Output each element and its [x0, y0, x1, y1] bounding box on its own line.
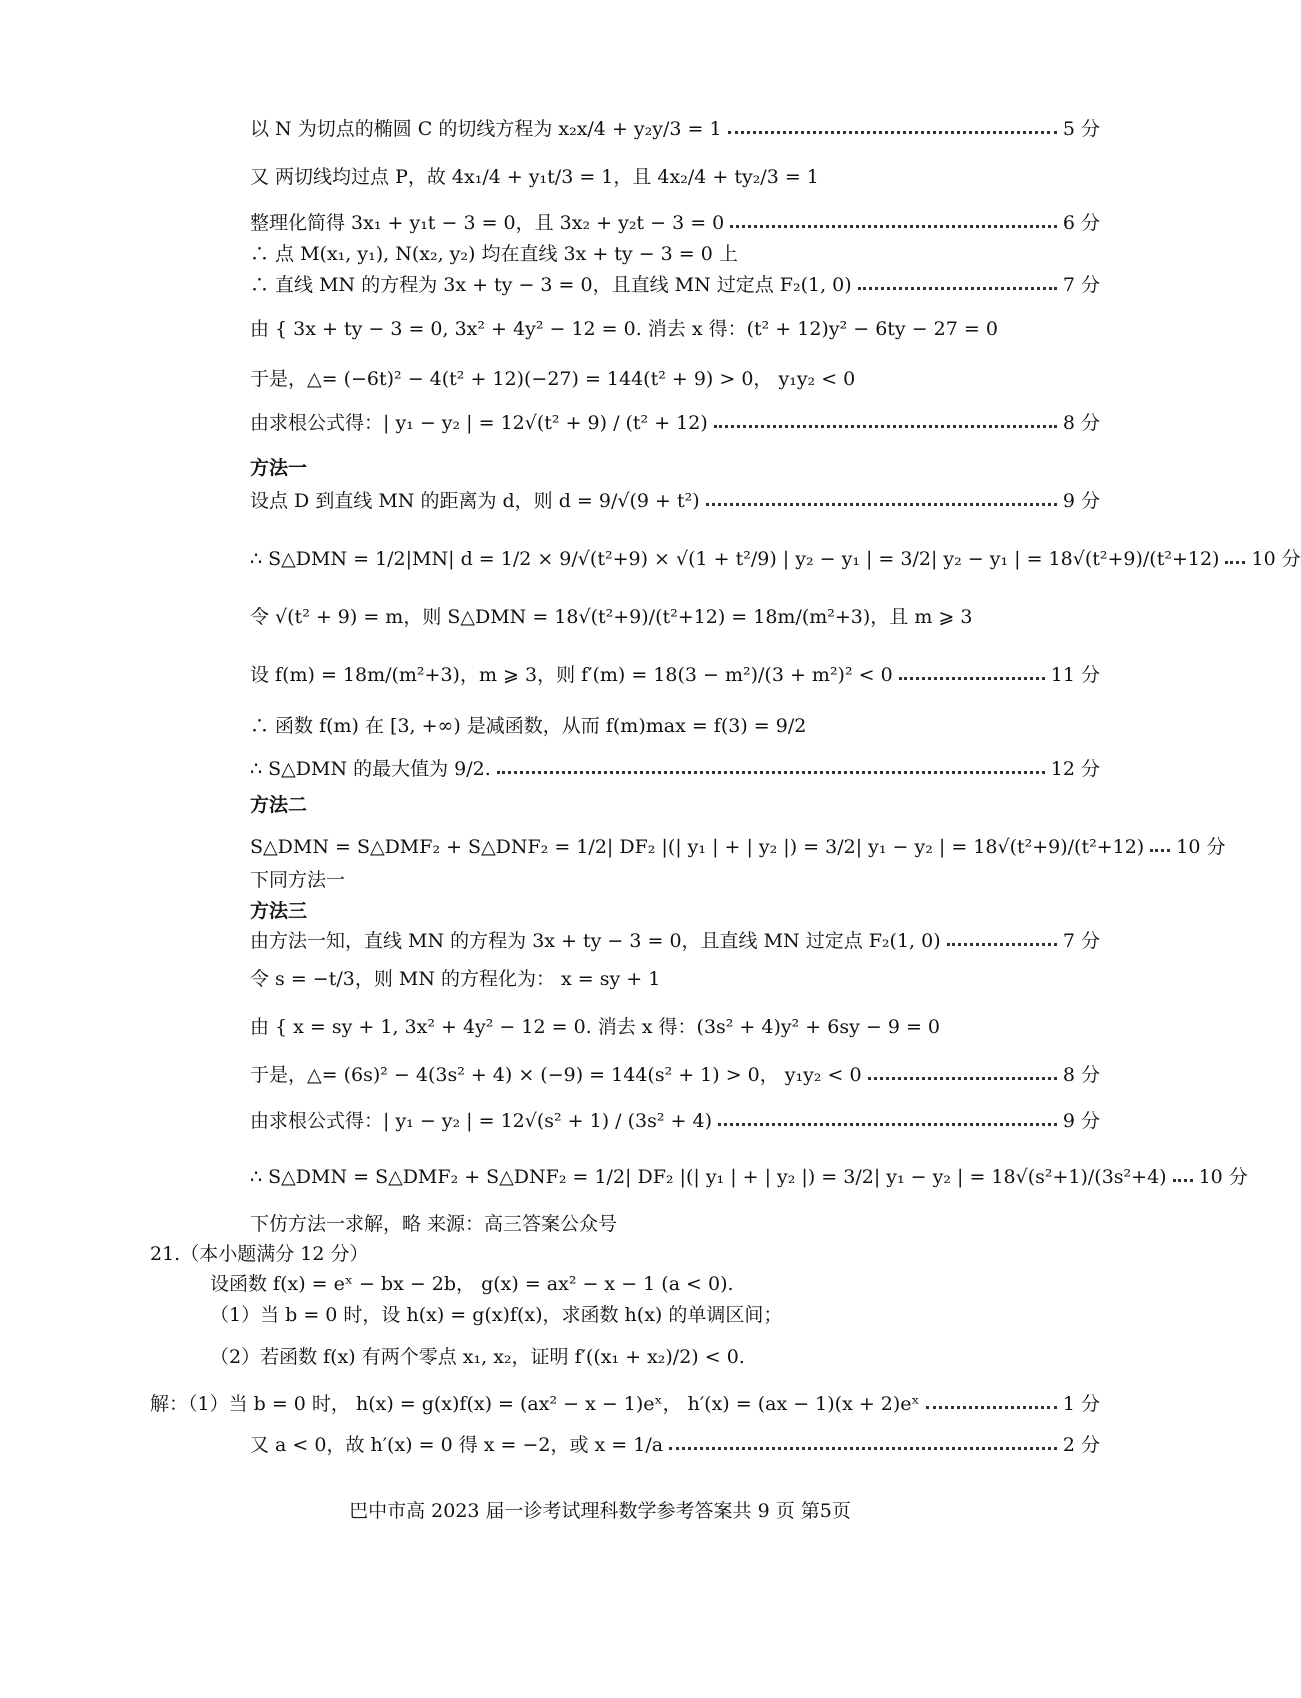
score-label: 7 分 — [1062, 274, 1100, 296]
question-text: 设函数 f(x) = eˣ − bx − 2b， g(x) = ax² − x − 1 (a < 0). — [210, 1273, 734, 1295]
solution-line: ∴ S△DMN 的最大值为 9/2. 12 分 — [250, 758, 1100, 780]
score-label: 11 分 — [1050, 664, 1100, 686]
score-label: 7 分 — [1062, 930, 1100, 952]
solution-line: 设点 D 到直线 MN 的距离为 d，则 d = 9/√(9 + t²) 9 分 — [250, 490, 1100, 512]
page-footer: 巴中市高 2023 届一诊考试理科数学参考答案共 9 页 第5页 — [349, 1500, 851, 1522]
solution-line: 以 N 为切点的椭圆 C 的切线方程为 x₂x/4 + y₂y/3 = 1 5 分 — [250, 118, 1100, 140]
solution-line: 令 √(t² + 9) = m，则 S△DMN = 18√(t²+9)/(t²+12) = 18m/(m²+3)，且 m ⩾ 3 — [250, 606, 973, 628]
dot-leader — [1173, 1179, 1193, 1182]
dot-leader — [1225, 561, 1245, 564]
method-heading: 方法三 — [250, 900, 308, 922]
dot-leader — [706, 503, 1057, 506]
score-label: 10 分 — [1198, 1166, 1248, 1188]
question-part: （1）当 b = 0 时，设 h(x) = g(x)f(x)，求函数 h(x) 的单调区间； — [210, 1304, 783, 1326]
solution-line: 令 s = −t/3，则 MN 的方程化为： x = sy + 1 — [250, 968, 661, 990]
solution-line: 设 f(m) = 18m/(m²+3)，m ⩾ 3，则 f′(m) = 18(3 − m²)/(3 + m²)² < 0 11 分 — [250, 664, 1100, 686]
score-label: 1 分 — [1062, 1393, 1100, 1415]
score-label: 8 分 — [1062, 1064, 1100, 1086]
solution-line: ∴ 直线 MN 的方程为 3x + ty − 3 = 0，且直线 MN 过定点 F₂(1, 0) 7 分 — [250, 274, 1100, 296]
score-label: 10 分 — [1176, 836, 1226, 858]
score-label: 9 分 — [1062, 490, 1100, 512]
dot-leader — [714, 425, 1057, 428]
solution-line: ∴ S△DMN = S△DMF₂ + S△DNF₂ = 1/2| DF₂ |(| y₁ | + | y₂ |) = 3/2| y₁ − y₂ | = 18√(s²+1)/(3s²+4) 10 分 — [250, 1166, 1248, 1188]
solution-line: 解：（1）当 b = 0 时， h(x) = g(x)f(x) = (ax² − x − 1)eˣ， h′(x) = (ax − 1)(x + 2)eˣ 1 分 — [150, 1393, 1100, 1415]
question-part: （2）若函数 f(x) 有两个零点 x₁, x₂，证明 f′((x₁ + x₂)/2) < 0. — [210, 1346, 745, 1368]
method-heading: 方法一 — [250, 457, 308, 479]
method-heading: 方法二 — [250, 794, 308, 816]
solution-line: 整理化简得 3x₁ + y₁t − 3 = 0，且 3x₂ + y₂t − 3 = 0 6 分 — [250, 212, 1100, 234]
dot-leader — [858, 287, 1057, 290]
dot-leader — [868, 1077, 1057, 1080]
dot-leader — [899, 677, 1045, 680]
dot-leader — [497, 771, 1045, 774]
dot-leader — [926, 1406, 1057, 1409]
solution-line: ∴ S△DMN = 1/2|MN| d = 1/2 × 9/√(t²+9) × √(1 + t²/9) | y₂ − y₁ | = 3/2| y₂ − y₁ | = 18√(t²+9)/(t²+12) 10 分 — [250, 548, 1301, 570]
dot-leader — [1150, 849, 1170, 852]
solution-line: 下仿方法一求解，略 来源：高三答案公众号 — [250, 1213, 618, 1235]
solution-line: 由求根公式得：| y₁ − y₂ | = 12√(s² + 1) / (3s² + 4) 9 分 — [250, 1110, 1100, 1132]
score-label: 5 分 — [1062, 118, 1100, 140]
solution-line: 由 { 3x + ty − 3 = 0, 3x² + 4y² − 12 = 0. 消去 x 得：(t² + 12)y² − 6ty − 27 = 0 — [250, 318, 998, 340]
question-heading: 21.（本小题满分 12 分） — [150, 1243, 369, 1265]
solution-line: 由方法一知，直线 MN 的方程为 3x + ty − 3 = 0，且直线 MN 过定点 F₂(1, 0) 7 分 — [250, 930, 1100, 952]
solution-line: 下同方法一 — [250, 869, 346, 891]
dot-leader — [947, 943, 1057, 946]
score-label: 8 分 — [1062, 412, 1100, 434]
solution-line: 于是，△= (6s)² − 4(3s² + 4) × (−9) = 144(s² + 1) > 0， y₁y₂ < 0 8 分 — [250, 1064, 1100, 1086]
dot-leader — [728, 131, 1057, 134]
solution-line: 又 a < 0，故 h′(x) = 0 得 x = −2，或 x = 1/a 2 分 — [250, 1434, 1100, 1456]
score-label: 9 分 — [1062, 1110, 1100, 1132]
solution-line: ∴ 函数 f(m) 在 [3, +∞) 是减函数，从而 f(m)max = f(3) = 9/2 — [250, 715, 807, 737]
score-label: 10 分 — [1251, 548, 1301, 570]
dot-leader — [669, 1447, 1057, 1450]
score-label: 12 分 — [1050, 758, 1100, 780]
solution-line: 于是，△= (−6t)² − 4(t² + 12)(−27) = 144(t² + 9) > 0， y₁y₂ < 0 — [250, 368, 856, 390]
score-label: 2 分 — [1062, 1434, 1100, 1456]
dot-leader — [730, 225, 1057, 228]
dot-leader — [718, 1123, 1057, 1126]
solution-line: 由 { x = sy + 1, 3x² + 4y² − 12 = 0. 消去 x 得：(3s² + 4)y² + 6sy − 9 = 0 — [250, 1016, 940, 1038]
solution-line: 由求根公式得：| y₁ − y₂ | = 12√(t² + 9) / (t² + 12) 8 分 — [250, 412, 1100, 434]
solution-line: 又 两切线均过点 P，故 4x₁/4 + y₁t/3 = 1，且 4x₂/4 + ty₂/3 = 1 — [250, 166, 819, 188]
solution-line: ∴ 点 M(x₁, y₁), N(x₂, y₂) 均在直线 3x + ty − 3 = 0 上 — [250, 243, 738, 265]
solution-line: S△DMN = S△DMF₂ + S△DNF₂ = 1/2| DF₂ |(| y₁ | + | y₂ |) = 3/2| y₁ − y₂ | = 18√(t²+9)/(t²+12) 10 分 — [250, 836, 1226, 858]
score-label: 6 分 — [1062, 212, 1100, 234]
